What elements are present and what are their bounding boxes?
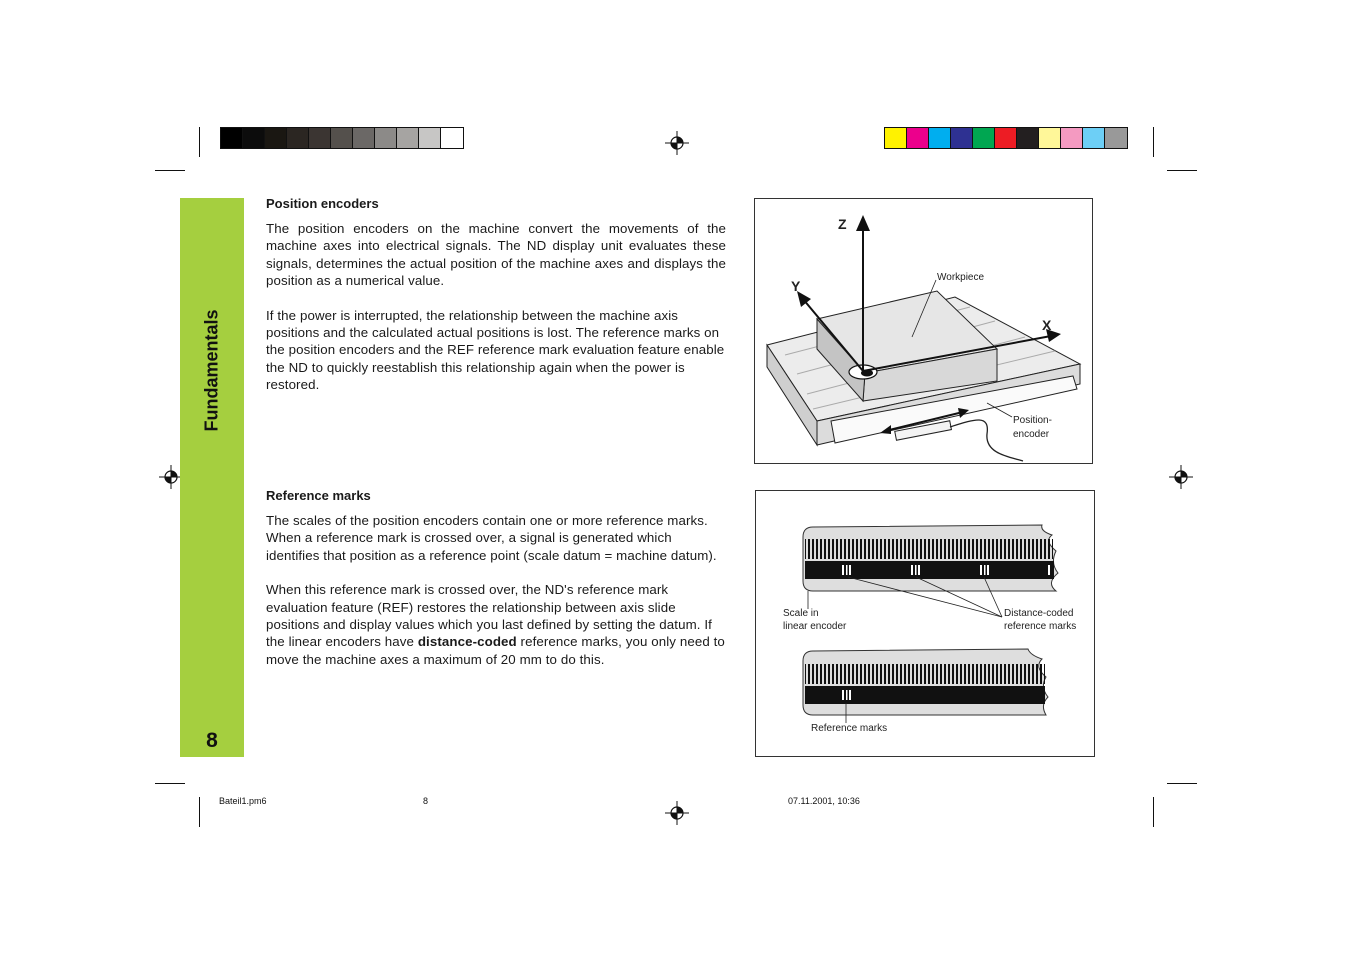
color-swatch <box>441 128 463 148</box>
label-coded-line1: Distance-coded <box>1004 608 1074 619</box>
section-position-encoders <box>266 196 726 394</box>
crop-mark <box>1167 170 1197 171</box>
paragraph-text: reference marks, you only need to move the machine axes a maximum of 20 mm to do this. <box>266 634 725 667</box>
paragraph: If the power is interrupted, the relationship between the machine axis positions and the calculated actual positions is lost. The reference marks on the position encoders and the REF reference mark evaluation feature enable the ND to quickly reestablish this relationship again when the power is restored. <box>266 307 725 393</box>
paragraph-text: When this reference mark is crossed over, the ND's reference mark evaluation feature (REF) restores the relationship between axis slide positions and display values which you last defined by setting the datum. If the linear encoders have <box>266 582 712 650</box>
color-swatch <box>331 128 353 148</box>
color-swatch <box>221 128 243 148</box>
footer-date: 07.11.2001, 10:36 <box>788 796 860 806</box>
figure-machine-axes <box>754 198 1093 464</box>
color-swatch <box>375 128 397 148</box>
scale-single-reference <box>803 649 1048 715</box>
label-encoder-line2: encoder <box>1013 429 1050 440</box>
color-swatch <box>973 128 995 148</box>
grayscale-bar <box>220 127 464 149</box>
color-swatch <box>1017 128 1039 148</box>
chapter-sidebar <box>180 198 244 757</box>
section-reference-marks <box>266 488 726 668</box>
chapter-title: Fundamentals <box>201 309 222 432</box>
machine-illustration <box>755 199 1092 463</box>
crop-mark <box>199 127 200 157</box>
registration-mark-icon <box>1169 465 1193 489</box>
color-swatch <box>995 128 1017 148</box>
page-number: 8 <box>206 729 218 752</box>
emphasis: distance-coded <box>417 634 517 650</box>
scale-distance-coded <box>803 525 1058 591</box>
color-swatch <box>287 128 309 148</box>
registration-mark-icon <box>665 801 689 825</box>
color-swatch <box>885 128 907 148</box>
color-swatch <box>397 128 419 148</box>
section-heading: Reference marks <box>266 488 371 503</box>
paragraph <box>266 581 726 668</box>
label-scale-line2: linear encoder <box>783 621 847 632</box>
crop-mark <box>155 170 185 171</box>
encoder-cable <box>950 420 1023 461</box>
z-axis-arrow-icon <box>856 215 870 231</box>
axis-label-z: Z <box>838 216 847 232</box>
figure-reference-marks <box>755 490 1095 757</box>
paragraph: The scales of the position encoders contain one or more reference marks. When a reference mark is crossed over, a signal is generated which identifies that position as a reference point (scale datum = machine datum). <box>266 513 717 563</box>
color-swatch <box>1039 128 1061 148</box>
color-swatch <box>243 128 265 148</box>
axis-label-y: Y <box>791 278 801 294</box>
label-reference-marks: Reference marks <box>811 723 888 734</box>
label-workpiece: Workpiece <box>937 272 985 283</box>
crop-mark <box>1167 783 1197 784</box>
color-swatch <box>929 128 951 148</box>
label-scale-line1: Scale in <box>783 608 819 619</box>
color-swatch <box>951 128 973 148</box>
color-swatch <box>1083 128 1105 148</box>
crop-mark <box>155 783 185 784</box>
color-swatch <box>419 128 441 148</box>
color-swatch <box>1061 128 1083 148</box>
label-encoder-line1: Position- <box>1013 415 1052 426</box>
color-swatch <box>265 128 287 148</box>
color-swatch <box>907 128 929 148</box>
crop-mark <box>1153 127 1154 157</box>
color-bar <box>884 127 1128 149</box>
footer-page: 8 <box>423 796 429 806</box>
crop-mark <box>199 797 200 827</box>
footer-file: Bateil1.pm6 <box>219 796 267 806</box>
axis-label-x: X <box>1042 317 1052 333</box>
scale-illustration <box>756 491 1094 756</box>
registration-mark-icon <box>665 131 689 155</box>
color-swatch <box>353 128 375 148</box>
crop-mark <box>1153 797 1154 827</box>
paragraph: The position encoders on the machine convert the movements of the machine axes into electrical signals. The ND display unit evaluates these signals, determines the actual position of the machine axes and displays the position as a numerical value. <box>266 221 726 289</box>
section-heading: Position encoders <box>266 196 379 211</box>
label-coded-line2: reference marks <box>1004 621 1077 632</box>
color-swatch <box>309 128 331 148</box>
color-swatch <box>1105 128 1127 148</box>
